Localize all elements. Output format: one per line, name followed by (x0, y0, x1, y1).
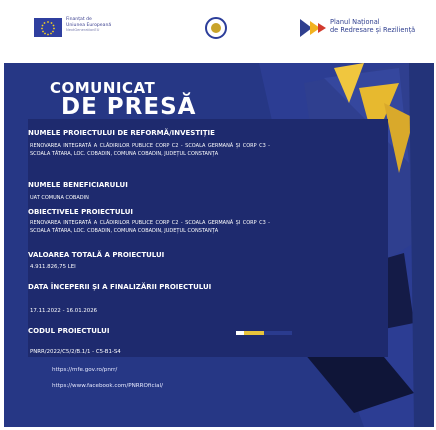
pnrr-website-link[interactable]: https://mfe.gov.ro/pnrr/ (52, 367, 118, 373)
project-code-label: CODUL PROIECTULUI (28, 327, 110, 335)
pnrr-text-line2: de Redresare și Reziliență (330, 25, 416, 34)
bar-segment-yellow (244, 331, 264, 335)
header-logos (0, 0, 436, 58)
total-value-amount: 4.911.826,75 LEI (30, 264, 76, 270)
pnrr-logo-icon (300, 19, 328, 37)
romania-coat-of-arms-icon (205, 17, 227, 39)
pnrr-text-line1: Planul Național (330, 18, 380, 26)
beneficiary-label: NUMELE BENEFICIARULUI (28, 181, 128, 189)
pnrr-title (330, 19, 415, 34)
title-line1: COMUNICAT (50, 79, 156, 97)
eu-funding-text (66, 17, 111, 34)
bar-segment-white (236, 331, 244, 335)
bar-segment-blue (264, 331, 292, 335)
dates-value: 17.11.2022 - 16.01.2026 (30, 308, 98, 314)
emblem-center (211, 23, 221, 33)
objectives-label: OBIECTIVELE PROIECTULUI (28, 208, 134, 216)
eu-flag-icon (34, 18, 62, 37)
press-release-poster (4, 63, 434, 427)
eu-text-line2: Uniunea Europeană (66, 22, 112, 28)
project-code-value: PNRR/2022/C5/2/B.1/1 - C5-B1-S4 (30, 349, 121, 355)
eu-text-line3: NextGenerationEU (66, 28, 100, 33)
decorative-bar (236, 331, 292, 335)
project-name-value: RENOVAREA INTEGRATĂ A CLĂDIRILOR PUBLICE CORP C2 - SCOALA GERMANĂ ȘI CORP C3 - SCOALA TĂTARA, LOC. COBADIN, COMUNA COBADIN, JUDEȚUL CONSTANȚA (30, 143, 270, 157)
beneficiary-value: UAT COMUNA COBADIN (30, 195, 89, 201)
objectives-value: RENOVAREA INTEGRATĂ A CLĂDIRILOR PUBLICE CORP C2 - SCOALA GERMANĂ ȘI CORP C3 - SCOALA TĂTARA, LOC. COBADIN, COMUNA COBADIN, JUDEȚUL CONSTANȚA (30, 220, 270, 234)
project-name-label: NUMELE PROIECTULUI DE REFORMĂ/INVESTIȚIE (28, 129, 215, 137)
dates-label: DATA ÎNCEPERII ȘI A FINALIZĂRII PROIECTULUI (28, 283, 212, 291)
facebook-link[interactable]: https://www.facebook.com/PNRROficial/ (52, 383, 163, 389)
title-line2: DE PRESĂ (61, 94, 197, 120)
eu-text-line1: Finanțat de (66, 17, 92, 22)
total-value-label: VALOAREA TOTALĂ A PROIECTULUI (28, 251, 165, 259)
